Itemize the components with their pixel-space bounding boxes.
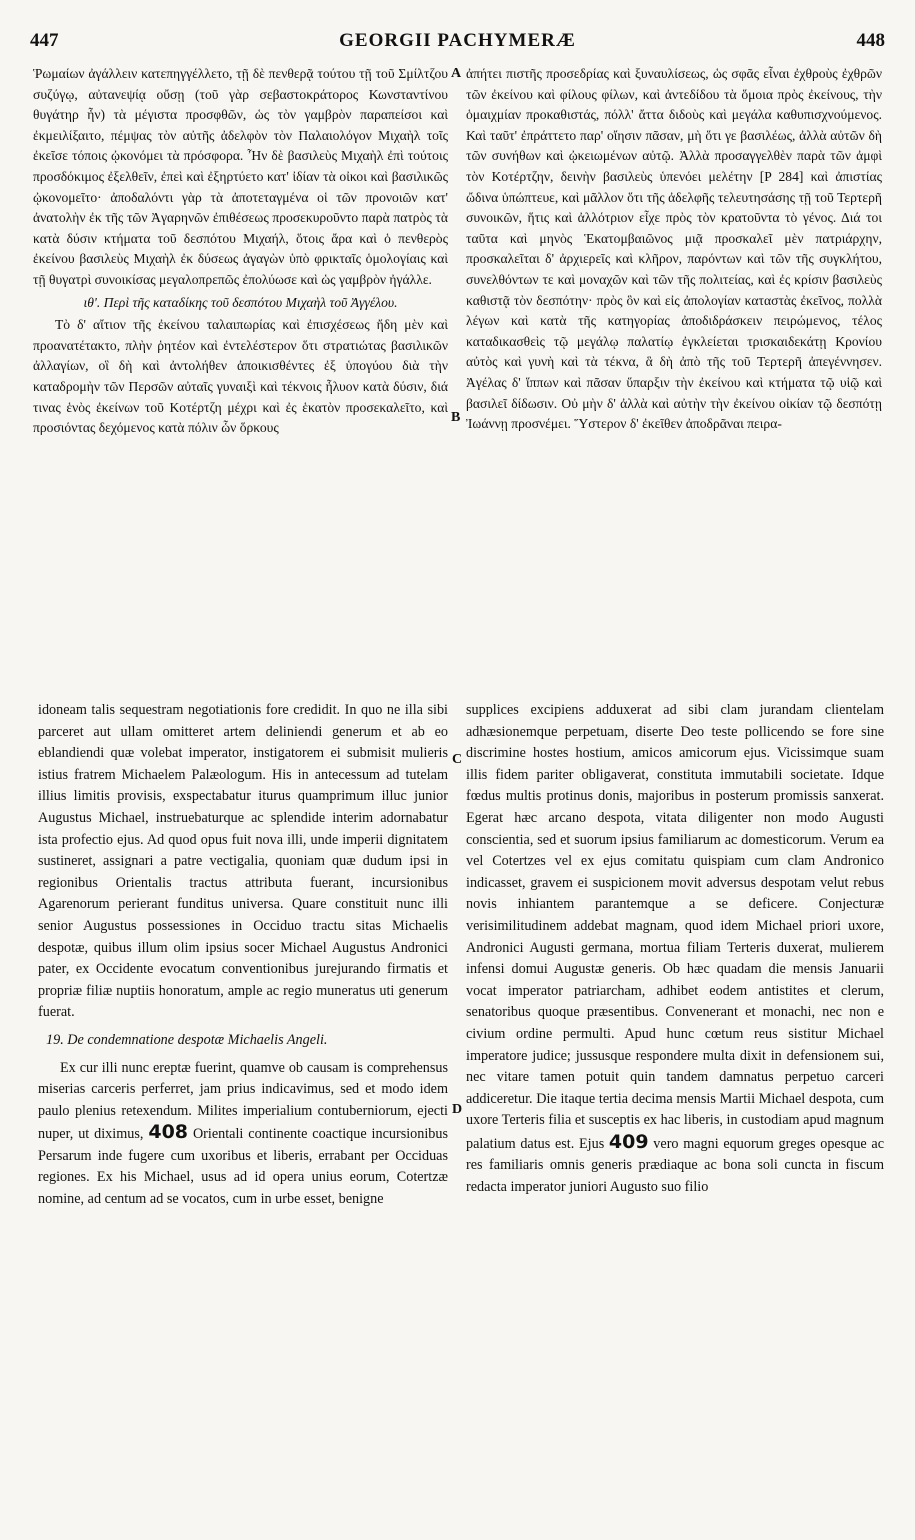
latin-column-right [466,700,884,1520]
greek-column-right [466,64,882,672]
marginal-page-number: 409 [608,1130,649,1153]
latin-text: Orientali continente coactique incursionibus Persarum inde fugere cum uxoribus et liberis, errabant per Occiduas regiones. Ex his Michael, usus ad id opera unius eorum, Cotertzæ nomine, ad centum ad se vocatos, cum in urbe esset, benigne [38,1126,448,1208]
margin-letter-d: D [452,1102,463,1117]
page-number-left: 447 [30,30,59,51]
latin-text: supplices excipiens adduxerat ad sibi clam jurandam clientelam adhæsionemque perpetuam, diserte Deo teste pollicendo se fore sine discrimine hostes hostium, amicos amicorum ejus. Vicissimque suam illis fidem pariter obligaverat, constituta immutabili societate. Idque fœdus multis protinus donis, majoribus in posterum promissis sanxerat. Egerat hæc arcano despota, vitata diligenter non modo Augusti conscientia, sed et suorum ipsius familiarum ac domesticorum. Verum ea vel Cotertzes vel ex ejus comitatu quispiam cum clam Andronico indicasset, gravem ei suspicionem movit adversus despotam velut rebus novis inhiantem parantemque a se deficere. Conjecturæ verisimilitudinem addebat magnam, quod idem Michael priori uxore, Andronici Augusti germana, mortua filiam Terteris duxerat, mulierem infensi domui Augustæ generis. Ob hæc quadam die mensis Januarii vocat imperator patriarcham, adhibet eodem antistites et clerum, senatoribus quoque præsentibus. Convenerant et monachi, nec non e civium ordine permulti. Apud hunc cœtum reus sistitur Michael imperatore judice; jussusque respondere multa dixit in defensionem sui, nec vitare tamen potuit quin tandem damnatus perpetuo carceri addiceretur. Die itaque tertia decima mensis Martii Michael despota, cum uxore Terteris filia et susceptis ex hac liberis, in custodiam apud magnum palatium datus est. Ejus [466,702,884,1152]
margin-letter-a: A [451,66,462,81]
margin-letter-c: C [452,752,463,767]
greek-text: καὶ ἀπιστίας ὤδινα ὑπώπτευε, καὶ μᾶλλον ὅτι τῆς ἀδελφῆς τελευτησάσης τῇ τοῦ Τερτερῆ συνοικῶν, ἥτις καὶ ἀλλότριον εἶχε πρὸς τὸν κρατοῦντα τὸ γένος. Διά τοι ταῦτα καὶ μηνὸς Ἑκατομβαιῶνος μιᾷ προσκαλεῖ μὲν πατριάρχην, προσκαλεῖται δ' ἀρχιερεῖς καὶ κλῆρον, παρόντων καὶ τῶν τῆς συγκλήτου, συνελθόντων τε καὶ μοναχῶν καὶ τῶν τῆς πολιτείας, καὶ ἐς κρίσιν βασιλεὺς καθιστᾷ τὸν δεσπότην· πρὸς ὃν καὶ εἰς ἀπολογίαν καταστὰς ἐκεῖνος, πολλὰ λέγων καὶ κατὰ τῆς κατηγορίας ἀποδιδράσκειν πειρώμενος, τέλος καταδικασθεὶς τῷ μεγάλῳ παλατίῳ ἐγκλείεται τρισκαιδεκάτῃ Κρονίου αὐτὸς καὶ γυνὴ καὶ τὰ τέκνα, ἃ δὴ ἀπὸ τῆς τοῦ Τερτερῆ ἀπεγέννησεν. Ἀγέλας δ' ἵππων καὶ πᾶσαν ὕπαρξιν τὴν ἐκείνου καὶ κτήματα τῷ υἱῷ καὶ βασιλεῖ δίδωσιν. Οὐ μὴν δ' ἀλλὰ καὶ αὐτὴν τὴν ἐκείνου οἰκίαν τῷ δεσπότῃ Ἰωάννῃ προσνέμει. Ὕστερον δ' ἐκεῖθεν ἀποδρᾶναι πειρα- [466,168,882,432]
greek-paragraph [466,64,882,435]
greek-section-heading: ιθ'. Περὶ τῆς καταδίκης τοῦ δεσπότου Μιχαὴλ τοῦ Ἀγγέλου. [83,294,398,310]
greek-text: ἀπήτει πιστῆς προσεδρίας καὶ ξυναυλίσεως, ὡς σφᾶς εἶναι ἐχθροὺς ἐχθρῶν τῶν ἐκείνου καὶ φίλους φίλων, καὶ ἀντεδίδου τὰ ὅμοια πρὸς ἐκείνους, τὴν ὁμαιχμίαν προκαθιστάς, πόλλ' ἄττα διδοὺς καὶ μεγάλα καθυπισχνούμενος. Καὶ ταῦτ' ἐπράττετο παρ' οἴησιν πᾶσαν, μὴ ὅτι γε βασιλέως, ἀλλὰ αὐτῶν δὴ τῶν συνήθων καὶ ᾠκειωμένων αὐτῷ. Ἀλλὰ προσαγγελθὲν παρὰ τῶν ἀμφὶ τὸν Κοτέρτζην, δεινὴν βασιλεὺς ὑπενόει μελέτην [466,66,882,184]
latin-paragraph [466,700,884,1199]
latin-section-heading: 19. De condemnatione despotæ Michaelis Angeli. [46,1031,328,1048]
greek-column-left [33,64,448,672]
latin-paragraph [38,1058,448,1211]
page-header [30,30,885,58]
latin-text: vero magni equorum greges opesque ac res familiaris omnis generis prædiaque ac bona soli cuncta in fiscum redacta imperator juniori Augusto suo filio [466,1135,884,1196]
latin-text: Ex cur illi nunc ereptæ fuerint, quamve ob causam is comprehensus miserias carceris perferret, jam prius indicavimus, sed et modo idem paulo plenius retexendum. Milites imperialium contuberniorum, ejecti nuper, ut diximus, [38,1059,448,1143]
latin-column-left [38,700,448,1520]
running-title: GEORGII PACHYMERÆ [339,30,576,51]
marginal-page-number: 408 [148,1121,189,1144]
page-number-right: 448 [856,30,885,51]
latin-paragraph: idoneam talis sequestram negotiationis fore credidit. In quo ne illa sibi parceret aut ullam omitteret artem deliniendi generum et ab eo eblandiendi quæ volebat imperator, instigatorem ei submisit mulieris istius fratrem Michaelem Palæologum. His in antecessum ad tutelam illius limitis provisis, exspectabatur iturus quamprimum illuc junior Augustus Michael, instruebaturque ac splendide interim adornabatur ista profectio ejus. Ad quod opus fuit nova illi, unde imperii dignitatem sustineret, assignari a patre vectigalia, quoniam quæ dudum ipsi in regionibus Orientalis tractus attributa fuerant, incursionibus Agarenorum perierant funditus universa. Quare constituit nunc illi senior Augustus possessiones in Occiduo tractu sitas Michaelis despotæ, quibus illum olim ipsius socer Michael Augustus Andronici pater, ex Occidente evocatum conventionibus jurejurando firmatis et propriæ filiæ nuptiis honoratum, ample ac regio muneratus uti generum fuerat. [38,702,448,1021]
greek-paragraph: Ῥωμαίων ἀγάλλειν κατεπηγγέλλετο, τῇ δὲ πενθερᾷ τούτου τῇ τοῦ Σμίλτζου συζύγῳ, αὐτανεψίᾳ οὔσῃ (τοῦ γὰρ σεβαστοκράτορος Κωνσταντίνου θυγάτηρ ἦν) τὰ μέγιστα προσφθῶν, ὡς τὸν γαμβρὸν παραπείσοι καὶ ἐκμειλίξαιτο, πέμψας τὸν αὐτῆς ἀδελφὸν τὸν Παλαιολόγον Μιχαὴλ τοῖς ἐκεῖσε τόποις ᾠκονόμει τὰ πρόσφορα. Ἦν δὲ βασιλεὺς Μιχαὴλ ἐπὶ τούτοις προσδόκιμος ἐξελθεῖν, ἐπεὶ καὶ ἐξηρτύετο κατ' ἰδίαν τὰ οἰκοι καὶ βασιλικῶς ᾠκονομεῖτο· ἀποδαλόντι γὰρ τὰ ἀποτεταγμένα οἱ τῶν προνοιῶν κατ' ἀνατολὴν ἐκ τῆς τῶν Ἀγαρηνῶν ἐπιθέσεως προσεκυροῦντο παρὰ πατρὸς τὰ κατὰ δύσιν κτήματα τοῦ δεσπότου Μιχαήλ, ὅτοις ἄρα καὶ ὁ πενθερὸς ἐκείνου βασιλεὺς Μιχαὴλ ἐκ δύσεως ἀγαγὼν ὑπὸ φρικταῖς ὁμολογίαις καὶ τῇ θυγατρὶ συνοικίσας μεγαλοπρεπῶς ἐπολύωσε καὶ ὡς γαμβρὸν ἠγάλλε. [33,66,448,287]
greek-paragraph: Τὸ δ' αἴτιον τῆς ἐκείνου ταλαιπωρίας καὶ ἐπισχέσεως ἤδη μὲν καὶ προανατέτακτο, πλὴν ῥητέον καὶ ἐντελέστερον ὅτι στρατιώτας βασιλικῶν ἀλλαγίων, οἳ δὴ καὶ ἀντολήθεν ἀποικισθέντες ἐξ ὑπογύου διὰ τὴν καταδρομὴν τῶν Περσῶν αὐταῖς γυναιξὶ καὶ τέκνοις ἦλυον κατὰ δύσιν, διά τινας ἑνὸς ἐκείνων τοῦ Κοτέρτζη μέχρι καὶ ἐς ἑκατὸν προσεκαλεῖτο, καὶ προσιόντας δεχόμενος κατὰ πόλιν ὧν ὅρκους [33,317,448,436]
page-reference: [P 284] [759,168,804,184]
margin-letter-b: B [451,410,461,425]
